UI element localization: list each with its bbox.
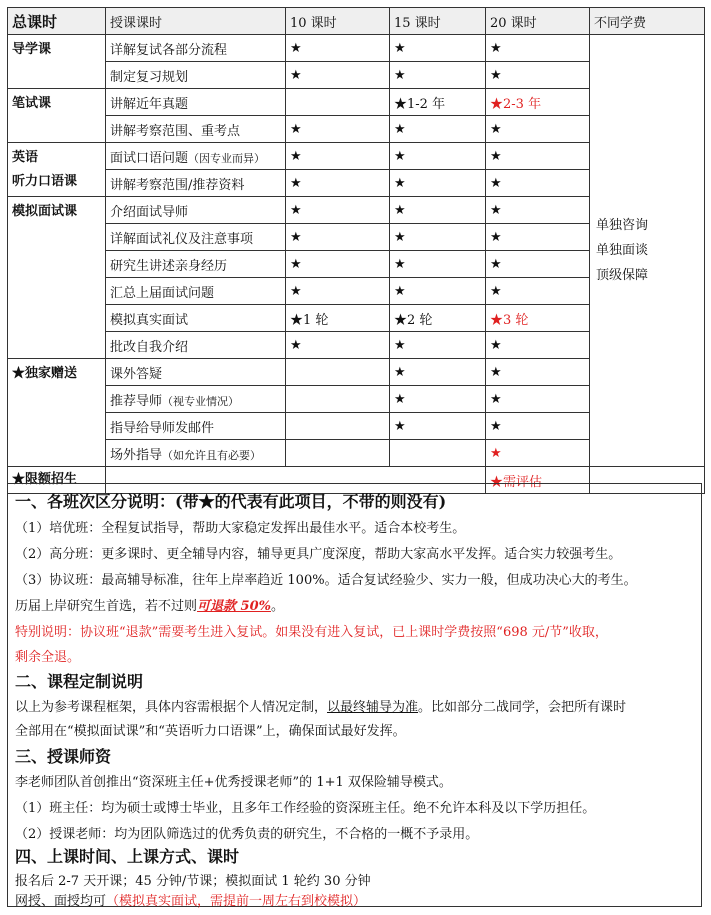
- cell-15: ★: [390, 359, 486, 386]
- row-item: 详解面试礼仪及注意事项: [106, 224, 286, 251]
- category-written: 笔试课: [8, 89, 106, 143]
- row-item: 批改自我介绍: [106, 332, 286, 359]
- fee-line: 顶级保障: [596, 268, 649, 283]
- row-item: 详解复试各部分流程: [106, 35, 286, 62]
- fee-line: 单独咨询: [596, 218, 649, 233]
- cell-20: ★需评估: [486, 467, 590, 494]
- cell-15: ★: [390, 386, 486, 413]
- course-comparison-table: [7, 7, 705, 494]
- cell-20: ★3 轮: [486, 305, 590, 332]
- section1-line1: （1）培优班：全程复试指导，帮助大家稳定发挥出最佳水平。适合本校考生。: [15, 521, 466, 536]
- section3-heading: 三、授课师资: [15, 747, 112, 766]
- cell-10: [286, 89, 390, 116]
- category-english: [8, 143, 106, 197]
- row-item: 介绍面试导师: [106, 197, 286, 224]
- cell-15: ★2 轮: [390, 305, 486, 332]
- cell-20: ★: [486, 224, 590, 251]
- cell-10: [286, 386, 390, 413]
- section3-line3: （2）授课老师：均为团队筛选过的优秀负责的研究生，不合格的一概不予录用。: [15, 827, 479, 842]
- cell-15: ★: [390, 251, 486, 278]
- cell-20: ★: [486, 332, 590, 359]
- header-15-hours: 15 课时: [390, 8, 486, 35]
- refund-note: 可退款 50%: [197, 599, 271, 614]
- category-guide: 导学课: [8, 35, 106, 89]
- fee-cell: [590, 35, 705, 467]
- section4-line2-b: （模拟真实面试，需提前一周左右到校模拟）: [106, 894, 367, 909]
- cell-15: ★: [390, 170, 486, 197]
- header-10-hours: 10 课时: [286, 8, 390, 35]
- cell-10: [286, 413, 390, 440]
- section4-line1: 报名后 2-7 天开课；45 分钟/节课；模拟面试 1 轮约 30 分钟: [15, 874, 371, 889]
- cell-20: ★: [486, 116, 590, 143]
- cell-15: ★: [390, 413, 486, 440]
- header-total-hours: 总课时: [8, 8, 106, 35]
- cell-10: ★: [286, 251, 390, 278]
- cell-15: ★: [390, 278, 486, 305]
- row-item-note: （如允许且有必要）: [162, 448, 262, 462]
- cell-10: ★: [286, 143, 390, 170]
- explanation-notes: [7, 483, 702, 907]
- cell-20: ★: [486, 278, 590, 305]
- row-item: 汇总上届面试问题: [106, 278, 286, 305]
- cell-20: ★: [486, 143, 590, 170]
- header-lesson-content: 授课课时: [106, 8, 286, 35]
- section1-line4: [15, 595, 284, 614]
- category-english-line1: 英语: [12, 150, 39, 165]
- cell-15: ★: [390, 116, 486, 143]
- row-item: 制定复习规划: [106, 62, 286, 89]
- section4-heading: 四、上课时间、上课方式、课时: [15, 847, 240, 866]
- category-mock: 模拟面试课: [8, 197, 106, 359]
- row-item-note: （视专业情况）: [162, 394, 240, 408]
- section2-heading: 二、课程定制说明: [15, 672, 144, 691]
- cell-20: ★: [486, 62, 590, 89]
- row-item-text: 场外指导: [110, 447, 163, 463]
- cell-10: ★: [286, 332, 390, 359]
- row-item: 研究生讲述亲身经历: [106, 251, 286, 278]
- row-item-text: 面试口语问题: [110, 150, 189, 166]
- table-header-row: [8, 8, 705, 35]
- fee-line: 单独面谈: [596, 243, 649, 258]
- category-bonus: ★独家赠送: [8, 359, 106, 467]
- cell-10: ★: [286, 62, 390, 89]
- row-item: [106, 440, 286, 467]
- section2-line1-a: 以上为参考课程框架，具体内容需根据个人情况定制，: [15, 700, 328, 715]
- cell-20: ★: [486, 440, 590, 467]
- category-limited: ★限额招生: [8, 467, 106, 494]
- cell-15: [390, 440, 486, 467]
- cell-20: ★: [486, 251, 590, 278]
- cell-20: ★: [486, 35, 590, 62]
- cell-15: ★: [390, 224, 486, 251]
- section4-line2: [15, 890, 366, 909]
- row-item: [106, 143, 286, 170]
- cell-10: ★1 轮: [286, 305, 390, 332]
- row-item: 指导给导师发邮件: [106, 413, 286, 440]
- row-item: 课外答疑: [106, 359, 286, 386]
- cell-20: ★: [486, 197, 590, 224]
- cell-10: [286, 359, 390, 386]
- category-english-line2: 听力口语课: [12, 174, 78, 189]
- cell-10: [286, 440, 390, 467]
- row-item: 讲解考察范围/推荐资料: [106, 170, 286, 197]
- cell-20: ★: [486, 413, 590, 440]
- cell-10: ★: [286, 170, 390, 197]
- row-item: 讲解考察范围、重考点: [106, 116, 286, 143]
- cell-15: ★: [390, 35, 486, 62]
- header-fee: 不同学费: [590, 8, 705, 35]
- section1-heading: 一、各班次区分说明：(带★的代表有此项目，不带的则没有): [15, 492, 447, 511]
- row-item: 讲解近年真题: [106, 89, 286, 116]
- section1-line2: （2）高分班：更多课时、更全辅导内容，辅导更具广度深度，帮助大家高水平发挥。适合实力较强考生。: [15, 547, 622, 562]
- row-item-text: 推荐导师: [110, 393, 163, 409]
- cell-20: ★2-3 年: [486, 89, 590, 116]
- cell-20: ★: [486, 359, 590, 386]
- cell-15: ★: [390, 197, 486, 224]
- section1-line4-text: 历届上岸研究生首选，若不过则: [15, 599, 198, 614]
- table-row: [8, 35, 705, 62]
- cell-10: ★: [286, 278, 390, 305]
- section1-line3: （3）协议班：最高辅导标准，往年上岸率趋近 100%。适合复试经验少、实力一般，但成功决心大的考生。: [15, 573, 637, 588]
- row-item: [106, 386, 286, 413]
- cell-15: ★: [390, 332, 486, 359]
- special-note-line2: 剩余全退。: [15, 650, 81, 665]
- section2-line1-b: 以最终辅导为准: [327, 700, 419, 715]
- cell-10: ★: [286, 116, 390, 143]
- cell-15: ★: [390, 143, 486, 170]
- row-item-note: （因专业而异）: [188, 151, 266, 165]
- section2-line1: [15, 696, 626, 715]
- row-item: 模拟真实面试: [106, 305, 286, 332]
- cell-10: ★: [286, 197, 390, 224]
- cell-10: ★: [286, 35, 390, 62]
- header-20-hours: 20 课时: [486, 8, 590, 35]
- section3-line2: （1）班主任：均为硕士或博士毕业，且多年工作经验的资深班主任。绝不允许本科及以下学历担任。: [15, 801, 596, 816]
- cell-10: ★: [286, 224, 390, 251]
- section3-line1: 李老师团队首创推出“资深班主任+优秀授课老师”的 1+1 双保险辅导模式。: [15, 775, 452, 790]
- section2-line2: 全部用在“模拟面试课”和“英语听力口语课”上，确保面试最好发挥。: [15, 724, 406, 739]
- special-note-line1: 特别说明：协议班“退款”需要考生进入复试。如果没有进入复试，已上课时学费按照“698 元/节”收取，: [15, 625, 608, 640]
- cell-15: ★1-2 年: [390, 89, 486, 116]
- cell-15: ★: [390, 62, 486, 89]
- section1-line4-end: 。: [271, 599, 285, 614]
- cell-20: ★: [486, 386, 590, 413]
- cell-20: ★: [486, 170, 590, 197]
- section4-line2-a: 网授、面授均可: [15, 894, 107, 909]
- section2-line1-c: 。比如部分二战同学，会把所有课时: [418, 700, 627, 715]
